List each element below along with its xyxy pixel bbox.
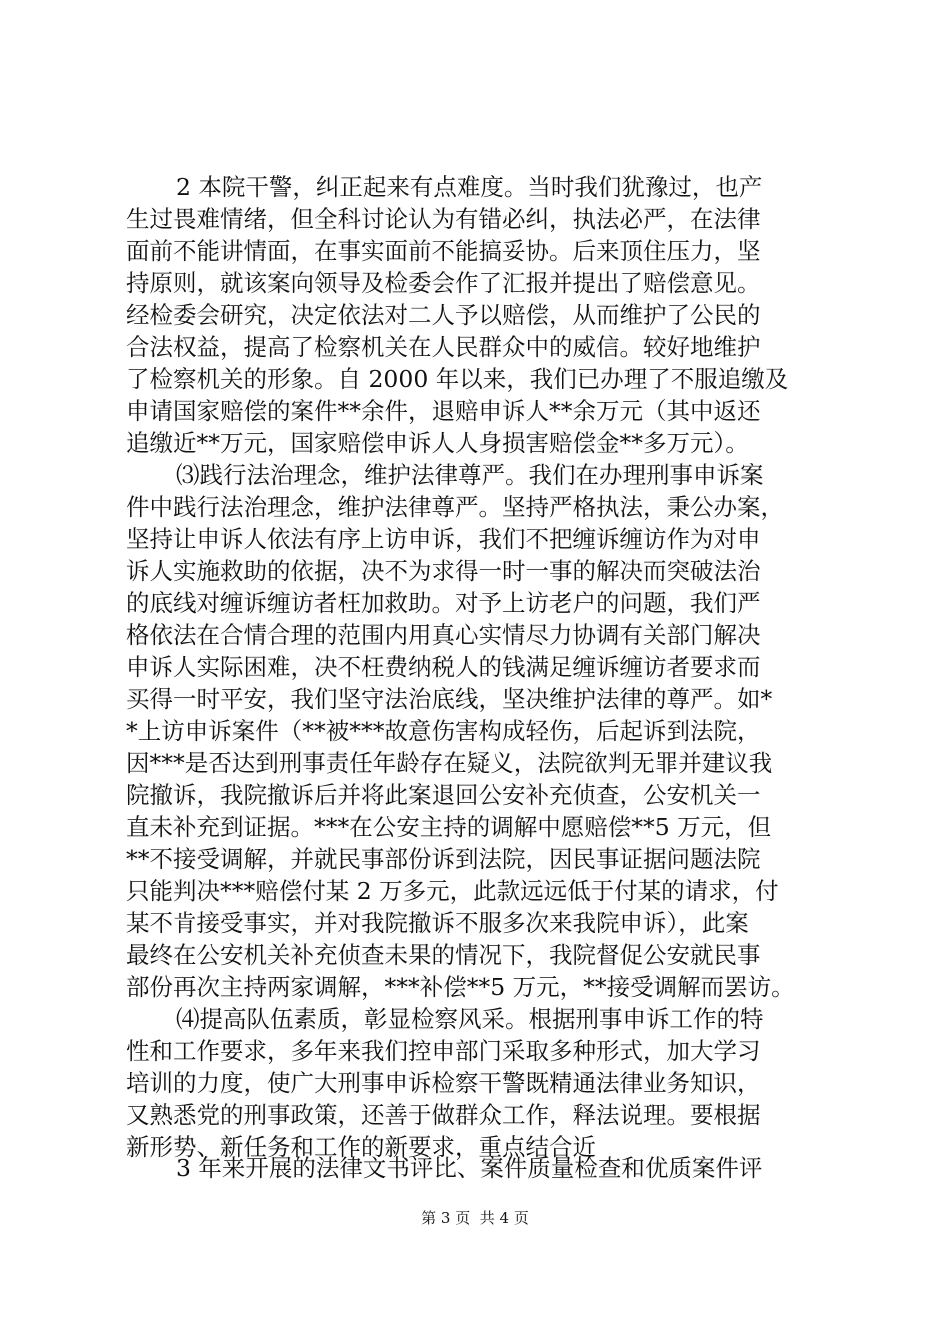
text-line: 又熟悉党的刑事政策，还善于做群众工作，释法说理。要根据 xyxy=(126,1101,761,1129)
text-line: 申诉人实际困难，决不枉费纳税人的钱满足缠诉缠访者要求而 xyxy=(126,653,761,681)
text-line: 院撤诉，我院撤诉后并将此案退回公安补充侦查，公安机关一 xyxy=(126,781,761,809)
text-line: 的底线对缠诉缠访者枉加救助。对予上访老户的问题，我们严 xyxy=(126,589,761,617)
text-line: 某不肯接受事实，并对我院撤诉不服多次来我院申诉），此案 xyxy=(126,909,749,937)
text-line: 了检察机关的形象。自 2000 年以来，我们已办理了不服追缴及 xyxy=(126,365,789,393)
text-line: 生过畏难情绪，但全科讨论认为有错必纠，执法必严，在法律 xyxy=(126,205,761,233)
text-line: 合法权益，提高了检察机关在人民群众中的威信。较好地维护 xyxy=(126,333,761,361)
text-line: **不接受调解，并就民事部份诉到法院，因民事证据问题法院 xyxy=(126,845,761,873)
text-line: 件中践行法治理念，维护法律尊严。坚持严格执法，秉公办案， xyxy=(126,493,784,521)
text-line: 经检委会研究，决定依法对二人予以赔偿，从而维护了公民的 xyxy=(126,301,761,329)
text-line: 持原则，就该案向领导及检委会作了汇报并提出了赔偿意见。 xyxy=(126,269,761,297)
text-line: 面前不能讲情面，在事实面前不能搞妥协。后来顶住压力，坚 xyxy=(126,237,761,265)
text-line: 追缴近**万元，国家赔偿申诉人人身损害赔偿金**多万元）。 xyxy=(126,429,749,457)
text-line: 最终在公安机关补充侦查未果的情况下，我院督促公安就民事 xyxy=(126,941,761,969)
text-line: 2 本院干警，纠正起来有点难度。当时我们犹豫过，也产 xyxy=(176,173,763,201)
text-line: 3 年来开展的法律文书评比、案件质量检查和优质案件评 xyxy=(176,1154,763,1182)
text-line: ⑷提高队伍素质，彰显检察风采。根据刑事申诉工作的特 xyxy=(176,1005,764,1033)
text-line: *上访申诉案件（**被***故意伤害构成轻伤，后起诉到法院， xyxy=(126,717,761,745)
text-line: 坚持让申诉人依法有序上访申诉，我们不把缠诉缠访作为对申 xyxy=(126,525,761,553)
text-line: 只能判决***赔偿付某 2 万多元，此款远远低于付某的请求，付 xyxy=(126,877,779,905)
text-line: 诉人实施救助的依据，决不为求得一时一事的解决而突破法治 xyxy=(126,557,761,585)
page-footer: 第 3 页 共 4 页 xyxy=(421,1209,529,1227)
text-line: 培训的力度，使广大刑事申诉检察干警既精通法律业务知识， xyxy=(126,1069,761,1097)
text-line: 部份再次主持两家调解，***补偿**5 万元，**接受调解而罢访。 xyxy=(126,973,795,1001)
text-line: 因***是否达到刑事责任年龄存在疑义，法院欲判无罪并建议我 xyxy=(126,749,773,777)
text-line: ⑶践行法治理念，维护法律尊严。我们在办理刑事申诉案 xyxy=(176,461,764,489)
text-line: 买得一时平安，我们坚守法治底线，坚决维护法律的尊严。如* xyxy=(126,685,773,713)
text-line: 直未补充到证据。***在公安主持的调解中愿赔偿**5 万元，但 xyxy=(126,813,772,841)
text-line: 格依法在合情合理的范围内用真心实情尽力协调有关部门解决 xyxy=(126,621,761,649)
text-line: 性和工作要求，多年来我们控申部门采取多种形式，加大学习 xyxy=(126,1037,761,1065)
text-line: 申请国家赔偿的案件**余件，退赔申诉人**余万元（其中返还 xyxy=(126,397,761,425)
text-line: 新形势、新任务和工作的新要求，重点结合近 xyxy=(126,1133,596,1161)
